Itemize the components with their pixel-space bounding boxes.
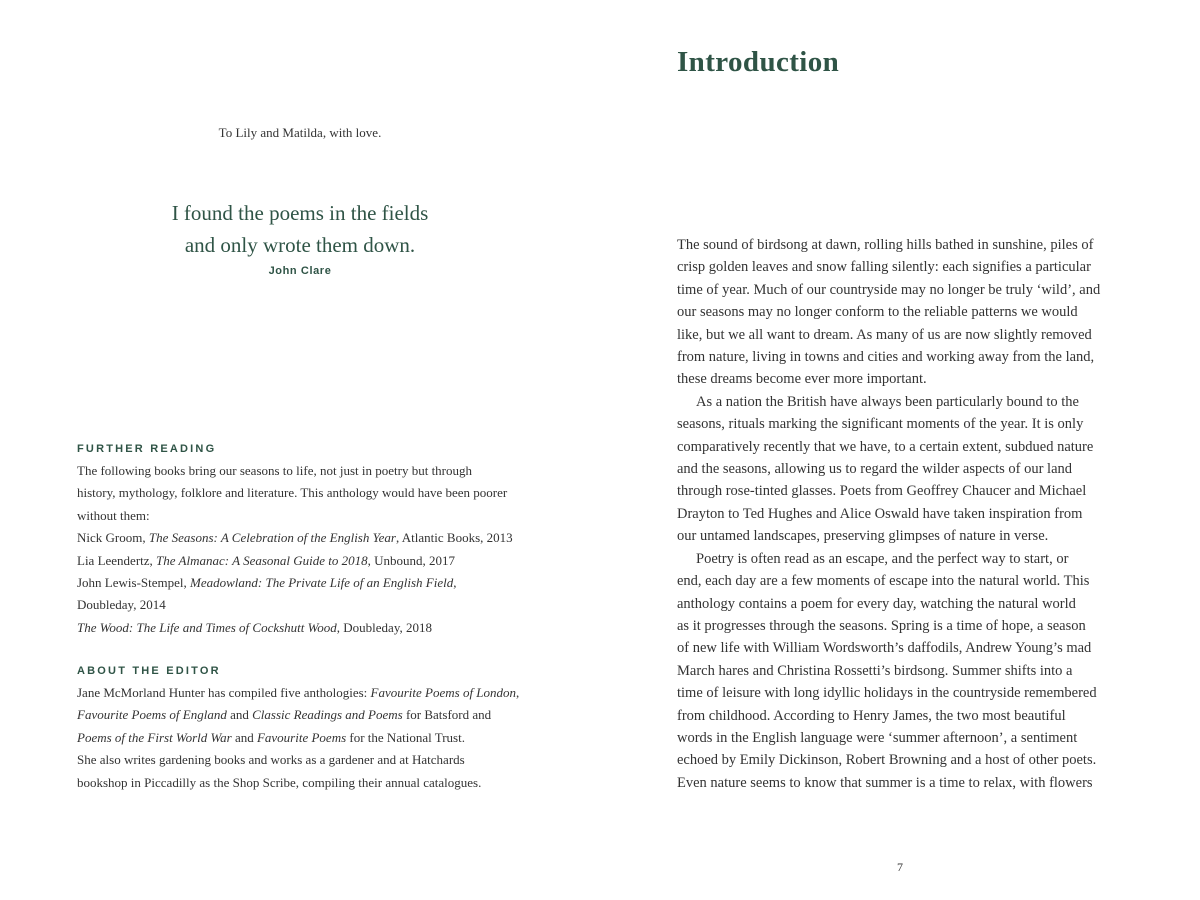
body-line: like, but we all want to dream. As many of us are now slightly removed — [677, 326, 1092, 343]
book-title: The Almanac: A Seasonal Guide to 2018 — [156, 552, 368, 568]
about-editor-line: bookshop in Piccadilly as the Shop Scribe, compiling their annual catalogues. — [77, 774, 482, 790]
page-title: Introduction — [677, 46, 840, 78]
about-editor-heading: ABOUT THE EDITOR — [77, 665, 221, 677]
about-editor-line — [77, 704, 537, 726]
body-line: anthology contains a poem for every day, watching the natural world — [677, 595, 1076, 612]
body-line: words in the English language were ‘summer afternoon’, a sentiment — [677, 729, 1078, 746]
body-line: through rose-tinted glasses. Poets from Geoffrey Chaucer and Michael — [677, 483, 1087, 500]
book-details: Doubleday, 2014 — [77, 597, 166, 613]
further-reading-section — [77, 438, 537, 639]
epigraph-attribution: John Clare — [268, 265, 332, 277]
body-line: Poetry is often read as an escape, and the perfect way to start, or — [696, 550, 1069, 567]
book-details: , Unbound, 2017 — [367, 552, 456, 568]
book-entry — [77, 617, 537, 639]
body-line: Even nature seems to know that summer is a time to relax, with flowers — [677, 774, 1093, 791]
body-line: echoed by Emily Dickinson, Robert Browning and a host of other poets. — [677, 752, 1097, 769]
book-title: The Wood: The Life and Times of Cockshutt Wood — [77, 619, 337, 635]
body-line: our seasons may no longer conform to the reliable patterns we would — [677, 304, 1078, 321]
body-line: time of year. Much of our countryside may no longer be truly ‘wild’, and — [677, 281, 1101, 298]
book-details: , — [453, 575, 457, 591]
body-line: seasons, rituals marking the significant moments of the year. It is only — [677, 416, 1084, 433]
body-line: these dreams become ever more important. — [677, 371, 927, 388]
body-line: end, each day are a few moments of escape into the natural world. This — [677, 573, 1090, 590]
about-editor-section — [77, 660, 537, 794]
book-entry — [77, 527, 537, 549]
body-line: of new life with William Wordsworth’s daffodils, Andrew Young’s mad — [677, 640, 1092, 657]
dedication: To Lily and Matilda, with love. — [218, 125, 382, 140]
body-line: crisp golden leaves and snow falling silently: each signifies a particular — [677, 259, 1091, 276]
epigraph-line: and only wrote them down. — [184, 233, 416, 257]
about-editor-line — [77, 682, 537, 704]
body-line: The sound of birdsong at dawn, rolling hills bathed in sunshine, piles of — [677, 237, 1094, 253]
book-author: John Lewis-Stempel, — [77, 575, 191, 591]
further-reading-heading: FURTHER READING — [77, 443, 217, 455]
page-number: 7 — [897, 860, 903, 874]
about-editor-line: She also writes gardening books and works as a gardener and at Hatchards — [77, 752, 465, 768]
body-line: and the seasons, allowing us to regard the wilder aspects of our land — [677, 461, 1073, 478]
body-line: Drayton to Ted Hughes and Alice Oswald have taken inspiration from — [677, 505, 1083, 522]
further-reading-intro-line: history, mythology, folklore and literature. This anthology would have been poorer — [77, 485, 508, 501]
book-author: Lia Leendertz, — [77, 552, 157, 568]
about-text: and — [231, 729, 257, 745]
about-text: , — [516, 685, 520, 700]
epigraph — [100, 197, 500, 277]
book-details: , Atlantic Books, 2013 — [396, 530, 513, 546]
book-title: Meadowland: The Private Life of an English Field — [190, 575, 454, 591]
about-text: Jane McMorland Hunter has compiled five anthologies: — [77, 685, 371, 700]
body-line: time of leisure with long idyllic holidays in the countryside remembered — [677, 685, 1097, 702]
body-line: our untamed landscapes, preserving glimpses of nature in verse. — [677, 528, 1049, 545]
body-line: March hares and Christina Rossetti’s birdsong. Summer shifts into a — [677, 662, 1073, 679]
introduction-body — [677, 234, 1127, 794]
body-line: from childhood. According to Henry James, the two most beautiful — [677, 707, 1066, 724]
further-reading-intro-line: without them: — [77, 507, 150, 523]
about-book-title: Poems of the First World War — [77, 729, 232, 745]
book-details: , Doubleday, 2018 — [336, 619, 432, 635]
body-line: As a nation the British have always been particularly bound to the — [696, 393, 1079, 410]
about-text: for Batsford and — [402, 707, 492, 723]
about-book-title: Favourite Poems of London — [370, 685, 517, 700]
body-line: as it progresses through the seasons. Spring is a time of hope, a season — [677, 617, 1086, 634]
body-line: comparatively recently that we have, to a certain extent, subdued nature — [677, 438, 1094, 455]
book-entry — [77, 572, 537, 594]
about-editor-line — [77, 727, 537, 749]
body-line: from nature, living in towns and cities and working away from the land, — [677, 349, 1095, 366]
about-text: for the National Trust. — [346, 729, 465, 745]
book-entry — [77, 594, 537, 616]
about-book-title: Classic Readings and Poems — [252, 707, 403, 723]
epigraph-line: I found the poems in the fields — [171, 201, 429, 225]
about-text: and — [226, 707, 253, 723]
about-book-title: Favourite Poems — [256, 729, 347, 745]
about-book-title: Favourite Poems of England — [77, 707, 227, 723]
book-author: Nick Groom, — [77, 530, 149, 546]
book-entry — [77, 550, 537, 572]
further-reading-intro-line: The following books bring our seasons to life, not just in poetry but through — [77, 463, 473, 478]
book-title: The Seasons: A Celebration of the English Year — [148, 530, 396, 546]
